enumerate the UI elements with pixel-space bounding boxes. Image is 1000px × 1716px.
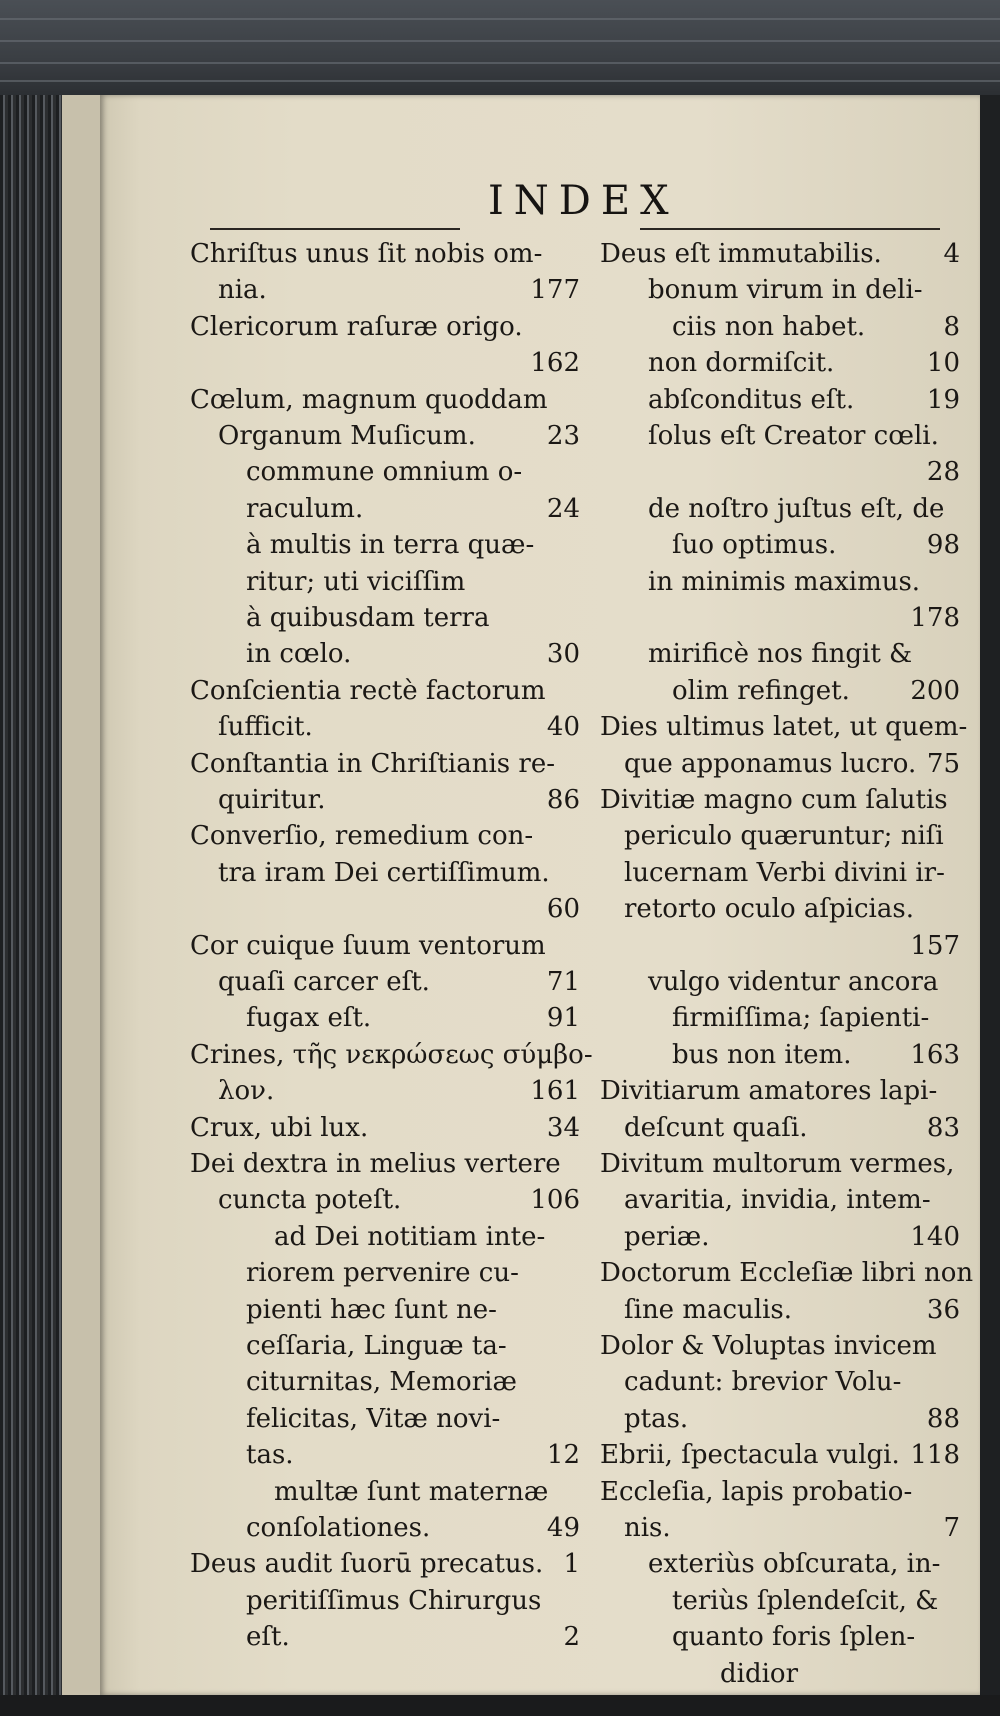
index-entry — [600, 1401, 960, 1437]
index-entry — [600, 1583, 960, 1619]
index-entry-page: 36 — [926, 1294, 960, 1325]
index-entry — [600, 782, 960, 818]
stacked-pages — [62, 95, 100, 1695]
index-entry-text: ſuo optimus. — [672, 530, 837, 561]
index-entry-text: nia. — [218, 275, 267, 306]
book-bottom-edge — [0, 1695, 1000, 1716]
index-entry-page: 162 — [530, 348, 580, 379]
index-entry-page: 7 — [943, 1513, 960, 1543]
index-entry-text: Conſtantia in Chriſtianis re- — [190, 748, 556, 779]
index-entry — [600, 345, 960, 381]
index-entry-text: conſolationes. — [246, 1513, 431, 1543]
index-entry-page: 75 — [926, 748, 960, 779]
index-entry — [600, 418, 960, 454]
index-entry-text: citurnitas, Memoriæ — [246, 1367, 517, 1398]
index-entry — [600, 1656, 960, 1692]
index-entry — [600, 1437, 960, 1473]
index-entry — [190, 600, 580, 636]
index-entry — [600, 746, 960, 782]
index-entry — [600, 673, 960, 709]
index-entry — [600, 1364, 960, 1400]
index-entry-page: 40 — [546, 712, 580, 743]
index-entry-text: à multis in terra quæ- — [246, 530, 535, 561]
index-entry — [600, 382, 960, 418]
index-entry — [190, 1401, 580, 1437]
index-entry — [190, 964, 580, 1000]
index-entry — [190, 746, 580, 782]
index-entry-text: bus non item. — [672, 1039, 852, 1070]
index-entry-page: 98 — [926, 530, 960, 561]
index-entry-text: pienti hæc ſunt ne- — [246, 1294, 497, 1325]
index-entry — [190, 1182, 580, 1218]
index-entry-text: Divitum multorum vermes, — [600, 1149, 955, 1179]
index-entry-page: 30 — [546, 639, 580, 670]
index-entry-page: 161 — [530, 1076, 580, 1107]
index-entry-page: 24 — [546, 493, 580, 524]
index-entry-page: 19 — [926, 384, 960, 415]
index-entry-page: 12 — [546, 1440, 580, 1471]
index-entry — [190, 782, 580, 818]
index-entry — [600, 1000, 960, 1036]
index-entry — [600, 891, 960, 927]
index-entry-text: exteriùs obſcurata, in- — [648, 1549, 941, 1580]
index-entry-page: 200 — [910, 675, 960, 706]
index-entry-text: ceſſaria, Linguæ ta- — [246, 1331, 507, 1361]
index-entry-page: 71 — [546, 967, 580, 997]
index-entry — [190, 1437, 580, 1473]
index-entry — [190, 1546, 580, 1582]
index-entry — [600, 1037, 960, 1073]
index-entry-text: avaritia, invidia, intem- — [624, 1185, 931, 1216]
index-entry-text: non dormiſcit. — [648, 348, 835, 379]
index-entry — [600, 855, 960, 891]
index-entry-page: 118 — [910, 1440, 960, 1471]
index-entry-text: de noſtro juſtus eſt, de — [648, 493, 945, 524]
index-entry-page: 140 — [910, 1221, 960, 1252]
index-entry-page: 157 — [910, 930, 960, 961]
index-entry-text: raculum. — [246, 493, 364, 524]
index-entry-text: quanto foris ſplen- — [672, 1622, 916, 1653]
index-entry — [190, 1219, 580, 1255]
index-entry-text: firmiſſima; ſapienti- — [672, 1003, 930, 1034]
index-entry-text: cuncta poteſt. — [218, 1185, 402, 1216]
index-entry-text: ſufficit. — [218, 712, 313, 743]
index-entry — [600, 1110, 960, 1146]
index-entry — [600, 1073, 960, 1109]
index-entry-text: Deus eſt immutabilis. — [600, 239, 882, 269]
index-entry — [190, 454, 580, 490]
index-entry-text: Organum Muſicum. — [218, 421, 476, 451]
index-entry — [190, 928, 580, 964]
index-entry-text: ad Dei notitiam inte- — [274, 1221, 546, 1252]
index-entry-text: Converſio, remedium con- — [190, 821, 534, 852]
index-entry-text: ſine maculis. — [624, 1294, 793, 1325]
index-entry-page: 106 — [530, 1185, 580, 1216]
index-entry — [190, 382, 580, 418]
index-entry-text: Dei dextra in melius vertere — [190, 1149, 561, 1179]
index-entry — [190, 1073, 580, 1109]
index-entry — [190, 636, 580, 672]
index-entry-page: 23 — [546, 421, 580, 451]
index-entry — [600, 1619, 960, 1655]
index-entry — [190, 1328, 580, 1364]
index-entry-page: 178 — [910, 603, 960, 633]
index-entry-page: 10 — [926, 348, 960, 379]
index-entry — [190, 272, 580, 308]
index-entry-text: que apponamus lucro. — [624, 748, 917, 779]
index-entry — [600, 1182, 960, 1218]
index-entry-page: 2 — [563, 1622, 580, 1653]
index-entry-text: periæ. — [624, 1221, 710, 1252]
index-entry-text: ſolus eſt Creator cœli. — [648, 421, 939, 451]
index-entry-text: à quibusdam terra — [246, 603, 490, 633]
index-entry-text: tas. — [246, 1440, 294, 1471]
index-entry — [190, 891, 580, 927]
index-entry — [190, 491, 580, 527]
index-entry-text: quaſi carcer eſt. — [218, 967, 430, 997]
index-entry-text: Eccleſia, lapis probatio- — [600, 1476, 913, 1507]
index-entry — [190, 1510, 580, 1546]
index-entry — [190, 1292, 580, 1328]
index-entry-page: 91 — [546, 1003, 580, 1034]
index-entry — [600, 1510, 960, 1546]
header-rule-left — [210, 228, 460, 230]
index-entry — [190, 1146, 580, 1182]
page-title: INDEX — [488, 178, 679, 224]
index-entry — [190, 1619, 580, 1655]
index-entry-text: Clericorum raſuræ origo. — [190, 311, 523, 342]
index-entry — [190, 1110, 580, 1146]
index-entry — [600, 964, 960, 1000]
index-entry — [190, 1000, 580, 1036]
index-entry — [600, 491, 960, 527]
index-entry-text: Deus audit ſuorū precatus. — [190, 1549, 544, 1580]
index-entry — [190, 236, 580, 272]
index-entry-page: 49 — [546, 1513, 580, 1543]
index-entry-text: λον. — [218, 1076, 275, 1107]
index-entry — [190, 527, 580, 563]
index-entry — [600, 564, 960, 600]
index-entry — [190, 309, 580, 345]
index-entry-page: 4 — [943, 239, 960, 269]
index-entry — [190, 418, 580, 454]
index-entry-text: vulgo videntur ancora — [648, 967, 939, 997]
index-entry-text: commune omnium o- — [246, 457, 523, 488]
index-entry — [190, 855, 580, 891]
index-entry-text: multæ ſunt maternæ — [274, 1476, 549, 1507]
header-rule-right — [640, 228, 940, 230]
index-entry — [190, 1255, 580, 1291]
index-entry — [600, 1255, 974, 1291]
index-entry-text: ritur; uti viciſſim — [246, 566, 466, 597]
index-entry-page: 34 — [546, 1112, 580, 1143]
index-entry — [600, 236, 960, 272]
index-entry-text: in cœlo. — [246, 639, 352, 670]
index-entry — [190, 1474, 580, 1510]
index-entry-text: Divitiæ magno cum ſalutis — [600, 785, 948, 815]
index-entry — [600, 1219, 960, 1255]
index-entry — [600, 272, 960, 308]
index-entry — [600, 636, 960, 672]
index-entry-text: Dies ultimus latet, ut quem- — [600, 712, 968, 743]
index-entry-text: ptas. — [624, 1403, 689, 1434]
index-entry-text: eſt. — [246, 1622, 290, 1653]
index-entry — [600, 600, 960, 636]
index-entry-text: riorem pervenire cu- — [246, 1258, 519, 1289]
index-entry-text: peritiſſimus Chirurgus — [246, 1585, 542, 1616]
index-entry — [600, 928, 960, 964]
index-entry-page: 83 — [926, 1112, 960, 1143]
index-entry-text: Divitiarum amatores lapi- — [600, 1076, 938, 1107]
index-entry — [600, 709, 968, 745]
index-entry-page: 88 — [926, 1403, 960, 1434]
index-entry-text: Chriſtus unus ſit nobis om- — [190, 239, 543, 269]
index-entry-text: Dolor & Voluptas invicem — [600, 1331, 937, 1361]
index-entry-text: teriùs ſplendeſcit, & — [672, 1585, 939, 1616]
index-entry — [600, 1292, 960, 1328]
index-entry-page: 163 — [910, 1039, 960, 1070]
index-entry — [600, 1546, 960, 1582]
index-entry-text: Doctorum Eccleſiæ libri non — [600, 1258, 974, 1289]
index-entry — [190, 564, 580, 600]
index-entry-text: ciis non habet. — [672, 311, 866, 342]
index-entry-page: 86 — [546, 785, 580, 815]
index-entry — [190, 1364, 580, 1400]
index-entry-text: deſcunt quaſi. — [624, 1112, 808, 1143]
index-entry-text: in minimis maximus. — [648, 566, 921, 597]
index-entry — [190, 345, 580, 381]
book-cover-top — [0, 0, 1000, 95]
index-entry-text: Cor cuique ſuum ventorum — [190, 930, 546, 961]
index-entry-text: tra iram Dei certiſſimum. — [218, 857, 550, 888]
index-entry — [600, 527, 960, 563]
index-entry-text: periculo quæruntur; niſi — [624, 821, 944, 852]
index-entry — [600, 454, 960, 490]
index-entry-text: retorto oculo aſpicias. — [624, 894, 914, 925]
index-entry — [600, 1146, 960, 1182]
index-entry — [600, 309, 960, 345]
index-entry-text: didior — [720, 1658, 798, 1689]
index-entry-page: 177 — [530, 275, 580, 306]
index-entry-text: quiritur. — [218, 785, 326, 815]
index-entry-text: olim refinget. — [672, 675, 850, 706]
index-entry-text: abſconditus eſt. — [648, 384, 855, 415]
index-entry-text: Crines, τῆς νεκρώσεως σύμβο- — [190, 1039, 593, 1070]
index-entry-page: 28 — [926, 457, 960, 488]
index-entry — [190, 709, 580, 745]
index-entry-text: Ebrii, ſpectacula vulgi. — [600, 1440, 900, 1471]
index-entry-text: Cœlum, magnum quoddam — [190, 384, 548, 415]
index-entry — [190, 1037, 593, 1073]
index-entry — [190, 818, 580, 854]
index-entry — [600, 818, 960, 854]
index-entry — [600, 1474, 960, 1510]
index-entry-text: Conſcientia rectè factorum — [190, 675, 546, 706]
index-entry — [190, 1583, 580, 1619]
index-entry-text: mirificè nos fingit & — [648, 639, 913, 670]
index-entry-text: lucernam Verbi divini ir- — [624, 857, 945, 888]
index-entry-page: 60 — [546, 894, 580, 925]
index-entry-text: nis. — [624, 1513, 671, 1543]
index-entry-page: 8 — [943, 311, 960, 342]
index-entry-text: cadunt: brevior Volu- — [624, 1367, 902, 1398]
index-entry-text: felicitas, Vitæ novi- — [246, 1403, 501, 1434]
index-entry — [600, 1328, 960, 1364]
index-entry-page: 1 — [563, 1549, 580, 1580]
index-entry-text: Crux, ubi lux. — [190, 1112, 369, 1143]
index-entry — [190, 673, 580, 709]
index-entry-text: bonum virum in deli- — [648, 275, 923, 306]
index-entry-text: fugax eſt. — [246, 1003, 372, 1034]
